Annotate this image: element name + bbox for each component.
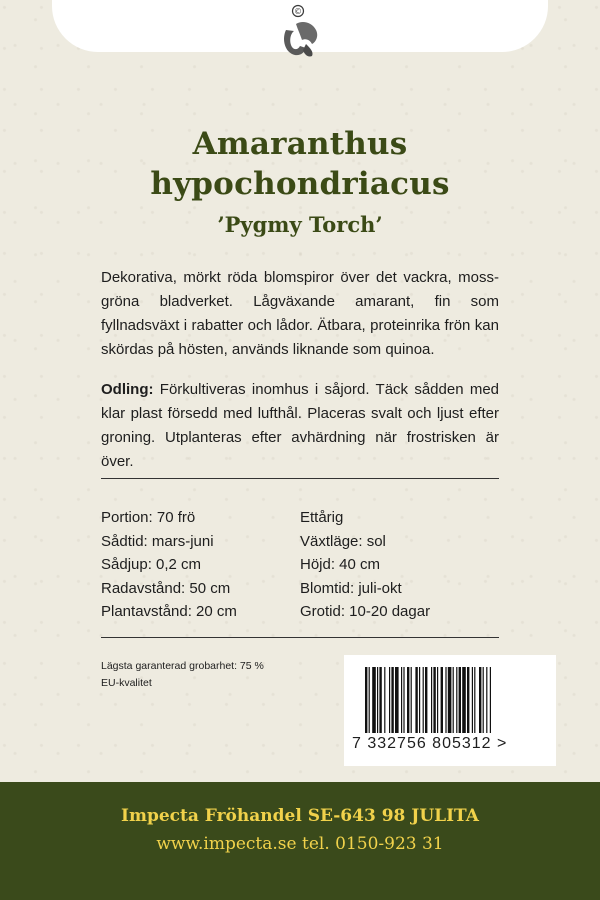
impecta-logo-icon [276, 2, 324, 62]
divider-bottom [101, 637, 499, 638]
title-species: hypochondriacus [150, 166, 450, 202]
footer [0, 782, 600, 900]
barcode-bar [372, 667, 376, 733]
barcode-bar [479, 667, 481, 733]
cultivation-text [101, 378, 499, 474]
fact-portion: Portion: 70 frö [101, 509, 196, 526]
footer-contact: www.impecta.se tel. 0150-923 31 [156, 834, 444, 854]
barcode-bar [490, 667, 491, 733]
facts-left [101, 506, 237, 624]
barcode-bar [403, 667, 404, 733]
barcode-bar [462, 667, 466, 733]
barcode-bar [472, 667, 473, 733]
fact-sowing-time: Sådtid: mars-juni [101, 532, 214, 550]
barcode-bar [401, 667, 402, 733]
barcode-bar [459, 667, 461, 733]
barcode-bar [433, 667, 435, 733]
species-title [0, 124, 600, 204]
barcode-bar [425, 667, 427, 733]
barcode-bar [377, 667, 378, 733]
fact-bloom-time: Blomtid: juli-okt [300, 579, 402, 597]
fact-height: Höjd: 40 cm [300, 556, 381, 573]
copyright-mark: © [294, 7, 302, 17]
cultivar-name: ’Pygmy Torch’ [217, 212, 383, 237]
barcode-bar [369, 667, 370, 733]
barcode-bar [441, 667, 443, 733]
facts-right [300, 506, 430, 624]
barcode-bar [483, 667, 484, 733]
barcode-bars [365, 667, 537, 733]
cultivation-label: Odling: [101, 381, 154, 398]
barcode-bar [389, 667, 390, 733]
fact-lifecycle: Ettårig [300, 509, 344, 526]
quality-note: EU-kvalitet [101, 677, 152, 689]
cultivation-body: Förkultiveras inomhus i såjord. Täck sådden med klar plast försedd med lufthål. Placeras svalt och ljust efter groning. Utplanteras efter avhärdning när frostrisken är över. [101, 381, 499, 470]
barcode-bar [467, 667, 469, 733]
barcode-bar [391, 667, 393, 733]
barcode [344, 655, 556, 766]
barcode-bar [365, 667, 367, 733]
barcode-bar [453, 667, 454, 733]
barcode-bar [415, 667, 417, 733]
divider-top [101, 478, 499, 479]
barcode-number: 7 332756 805312 > [352, 735, 508, 752]
barcode-bar [445, 667, 446, 733]
fact-row-spacing: Radavstånd: 50 cm [101, 579, 231, 597]
fact-germination-time: Grotid: 10-20 dagar [300, 603, 431, 620]
germination-note: Lägsta garanterad grobarhet: 75 % [101, 660, 264, 672]
description-text: Dekorativa, mörkt röda blomspiror över det vackra, moss-gröna bladverket. Lågväxande amarant, fin som fyllnadsväxt i rabatter och lådor. Ätbara, proteinrika frön kan skördas på hösten, används liknande som quinoa. [101, 269, 499, 358]
barcode-bar [419, 667, 420, 733]
fact-sowing-depth: Sådjup: 0,2 cm [101, 556, 202, 573]
fact-plant-spacing: Plantavstånd: 20 cm [101, 603, 237, 620]
barcode-bar [407, 667, 409, 733]
barcode-bar [474, 667, 475, 733]
barcode-bar [431, 667, 432, 733]
barcode-bar [411, 667, 412, 733]
quality-notes [101, 658, 264, 692]
barcode-bar [437, 667, 438, 733]
footer-company: Impecta Fröhandel SE-643 98 JULITA [121, 806, 479, 826]
title-genus: Amaranthus [192, 126, 408, 162]
fact-location: Växtläge: sol [300, 532, 386, 550]
barcode-bar [456, 667, 457, 733]
barcode-bar [486, 667, 487, 733]
barcode-bar [379, 667, 381, 733]
barcode-bar [448, 667, 452, 733]
barcode-bar [384, 667, 385, 733]
barcode-bar [423, 667, 424, 733]
barcode-bar [395, 667, 399, 733]
